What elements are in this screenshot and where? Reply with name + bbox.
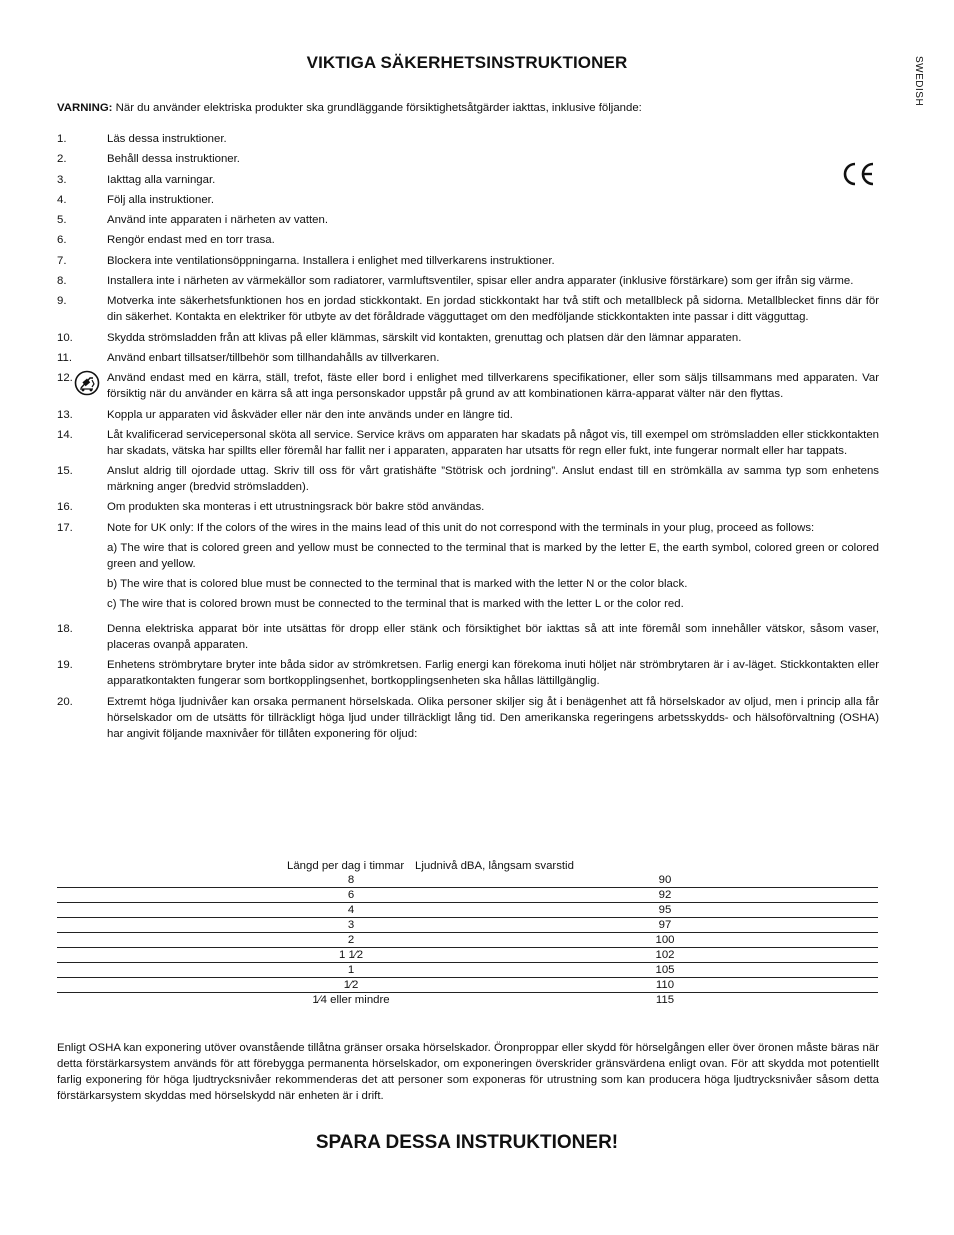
instruction-number: 12. xyxy=(57,372,73,385)
instruction-number: 3. xyxy=(57,173,67,186)
sound-level-cell: 97 xyxy=(658,919,672,931)
instruction-text: Behåll dessa instruktioner. xyxy=(107,153,240,166)
table-row xyxy=(57,903,878,918)
instruction-number: 10. xyxy=(57,331,73,344)
instruction-text: Anslut aldrig till ojordade uttag. Skriv till oss för vårt gratishäfte ”Stötrisk och jordning”. Anslut endast till en strömkälla av samma typ som enhetens märkning anger (bredvid strömsladden). xyxy=(107,465,879,494)
instruction-item xyxy=(57,253,879,269)
instruction-number: 19. xyxy=(57,659,73,672)
warning-label: VARNING: xyxy=(57,102,113,114)
language-label: SWEDISH xyxy=(913,56,924,107)
table-row-cells xyxy=(57,993,878,1008)
instruction-text: Blockera inte ventilationsöppningarna. Installera i enlighet med tillverkarens instruktioner. xyxy=(107,254,555,267)
table-row xyxy=(57,933,878,948)
table-header-row xyxy=(57,858,878,873)
page-title: VIKTIGA SÄKERHETSINSTRUKTIONER xyxy=(306,53,628,72)
osha-note: Enligt OSHA kan exponering utöver ovanstående tillåtna gränser orsaka hörselskador. Öronproppar eller skydd för hörselgången eller över öronen måste bäras när detta förstärkarsystem används för att förebygga permanenta hörselskador, om exponeringen överskrider gränsvärdena enligt ovan. För att skydda mot potentiellt farlig exponering för höga ljudtrycksnivåer rekommenderas det att personer som exponeras för utrustning som kan producera höga ljudtrycksnivåer såsom detta förstärkarsystem skyddas med hörselskydd när enheten är i drift. xyxy=(57,1042,879,1102)
instruction-item xyxy=(57,293,879,325)
sound-level-cell: 95 xyxy=(658,904,672,916)
table-row-cells xyxy=(57,963,878,978)
table-row-cells xyxy=(57,978,878,993)
instruction-number: 18. xyxy=(57,622,73,635)
duration-cell: 3 xyxy=(347,919,355,931)
instruction-text: Använd endast med en kärra, ställ, trefot, fäste eller bord i enlighet med tillverkarens specifikationer, eller som säljs tillsammans med apparaten. Var försiktig när du använder en kärra så att inga personskador uppstår på grund av att kombinationen kärra-apparat välter när den flyttas. xyxy=(107,372,879,401)
sound-level-cell: 92 xyxy=(658,889,672,901)
warning-paragraph xyxy=(57,102,887,114)
noise-exposure-table xyxy=(57,858,878,1007)
table-row xyxy=(57,978,878,993)
instruction-text: Enhetens strömbrytare bryter inte båda sidor av strömkretsen. Farlig energi kan förekoma inuti höljet när strömbrytaren är i av-läget. Stickkontakten eller apparatkontakten fungerar som bortkopplingsenhet, bortkopplingsenheten ska hållas lättillgänglig. xyxy=(107,659,879,688)
sound-level-cell: 100 xyxy=(655,934,675,946)
instruction-text: Använd inte apparaten i närheten av vatten. xyxy=(107,214,329,227)
instruction-item xyxy=(57,463,879,495)
instruction-item xyxy=(57,192,879,208)
instruction-number: 15. xyxy=(57,465,73,478)
sound-level-cell: 102 xyxy=(655,949,675,961)
sound-level-cell: 115 xyxy=(655,994,675,1006)
instruction-item xyxy=(57,350,879,366)
instruction-text: Iakttag alla varningar. xyxy=(107,173,216,186)
instruction-item xyxy=(57,232,879,248)
uk-wiring-rule: b) The wire that is colored blue must be connected to the terminal that is marked with the letter N or the color black. xyxy=(107,578,688,591)
sound-level-cell: 90 xyxy=(658,874,672,886)
safety-instruction-list xyxy=(57,131,879,746)
instruction-number: 9. xyxy=(57,295,67,308)
instruction-body xyxy=(107,520,879,617)
duration-cell: 6 xyxy=(347,889,355,901)
instruction-item xyxy=(57,273,879,289)
instruction-item xyxy=(57,520,879,617)
instruction-number: 14. xyxy=(57,428,73,441)
instruction-item xyxy=(57,370,879,402)
instruction-text: Använd enbart tillsatser/tillbehör som tillhandahålls av tillverkaren. xyxy=(107,351,440,364)
instruction-item xyxy=(57,694,879,742)
duration-cell: 1 1⁄2 xyxy=(338,949,364,961)
instruction-item xyxy=(57,212,879,228)
instruction-number: 13. xyxy=(57,408,73,421)
instruction-item xyxy=(57,330,879,346)
table-row xyxy=(57,948,878,963)
cart-tip-over-warning-icon xyxy=(74,370,100,396)
duration-cell: 1 xyxy=(347,964,355,976)
instruction-text: Läs dessa instruktioner. xyxy=(107,133,227,145)
instruction-text: Note for UK only: If the colors of the wires in the mains lead of this unit do not correspond with the terminals in your plug, proceed as follows: xyxy=(107,521,815,534)
instruction-item xyxy=(57,172,879,188)
instruction-text: Koppla ur apparaten vid åskväder eller när den inte används under en längre tid. xyxy=(107,408,513,421)
instruction-number: 8. xyxy=(57,275,67,288)
instruction-number: 4. xyxy=(57,193,67,206)
uk-wiring-rules xyxy=(107,540,879,613)
instruction-text: Motverka inte säkerhetsfunktionen hos en jordad stickkontakt. En jordad stickkontakt har två stift och metallbleck på sidorna. Metallblecket finns där för din säkerhet. Kontakta en elektriker för utbyte av det föråldrade vägguttaget om den medföljande stickkontakten inte passar i ditt vägguttag. xyxy=(107,295,879,324)
table-row-cells xyxy=(57,948,878,963)
instruction-number: 11. xyxy=(57,351,72,364)
instruction-text: Extremt höga ljudnivåer kan orsaka permanent hörselskada. Olika personer skiljer sig åt i benägenhet att få hörselskador av oljud, men i princip alla får hörselskador om de utsätts för tillräckligt höga ljud under tillräckligt lång tid. Den amerikanska regeringens arbetsskydds- och hälsoförvaltning (OSHA) har angivit följande maxnivåer för tillåten exponering för oljud: xyxy=(107,695,879,740)
duration-cell: 1⁄4 eller mindre xyxy=(312,994,390,1006)
instruction-item xyxy=(57,499,879,515)
instruction-text: Rengör endast med en torr trasa. xyxy=(107,234,275,247)
duration-cell: 2 xyxy=(347,934,355,946)
instruction-item xyxy=(57,151,879,167)
instruction-number: 20. xyxy=(57,695,73,708)
table-row-cells xyxy=(57,888,878,903)
table-row-cells xyxy=(57,933,878,948)
duration-cell: 4 xyxy=(347,904,355,916)
sound-level-cell: 105 xyxy=(655,964,675,976)
instruction-item xyxy=(57,621,879,653)
table-row xyxy=(57,888,878,903)
table-row-cells xyxy=(57,903,878,918)
table-row-cells xyxy=(57,873,878,888)
instruction-number: 17. xyxy=(57,521,73,534)
duration-cell: 8 xyxy=(347,874,355,886)
warning-text: När du använder elektriska produkter ska grundläggande försiktighetsåtgärder iakttas, inklusive följande: xyxy=(115,102,642,114)
instruction-text: Denna elektriska apparat bör inte utsättas för dropp eller stänk och försiktighet bör iakttas så att inte föremål som innehåller vätskor, såsom vaser, placeras ovanpå apparaten. xyxy=(107,622,879,651)
duration-cell: 1⁄2 xyxy=(343,979,359,991)
instruction-item xyxy=(57,427,879,459)
instruction-text: Om produkten ska monteras i ett utrustningsrack bör bakre stöd användas. xyxy=(107,501,485,514)
sound-level-cell: 110 xyxy=(655,979,675,991)
table-row-cells xyxy=(57,918,878,933)
table-row xyxy=(57,993,878,1008)
instruction-item xyxy=(57,131,879,147)
instruction-item xyxy=(57,657,879,689)
instruction-number: 5. xyxy=(57,214,67,227)
instruction-number: 1. xyxy=(57,133,67,145)
instruction-number: 7. xyxy=(57,254,67,267)
instruction-text: Skydda strömsladden från att klivas på eller klämmas, särskilt vid kontakten, grenuttag och platsen där den lämnar apparaten. xyxy=(107,331,742,344)
uk-wiring-rule: a) The wire that is colored green and yellow must be connected to the terminal that is marked by the letter E, the earth symbol, colored green or colored green and yellow. xyxy=(107,541,879,570)
table-row xyxy=(57,918,878,933)
closing-title: SPARA DESSA INSTRUKTIONER! xyxy=(315,1132,619,1153)
uk-wiring-rule: c) The wire that is colored brown must be connected to the terminal that is marked with the letter L or the color red. xyxy=(107,598,684,611)
instruction-number: 6. xyxy=(57,234,67,247)
instruction-text: Låt kvalificerad servicepersonal sköta all service. Service krävs om apparaten har skadats på något vis, till exempel om strömsladden eller stickkontakten har skadats, vätska har spillts eller föremål har fallit ner i apparaten, apparaten har utsatts för regn eller fukt, inte fungerar normalt eller har tappats. xyxy=(107,428,879,457)
table-row xyxy=(57,963,878,978)
header-duration: Längd per dag i timmar xyxy=(287,859,405,872)
instruction-text: Installera inte i närheten av värmekällor som radiatorer, varmluftsventiler, spisar eller andra apparater (inklusive förstärkare) som ger ifrån sig värme. xyxy=(107,275,854,288)
header-sound-level: Ljudnivå dBA, långsam svarstid xyxy=(415,859,574,872)
table-header xyxy=(57,858,878,873)
instruction-text: Följ alla instruktioner. xyxy=(107,193,214,206)
table-row xyxy=(57,873,878,888)
instruction-item xyxy=(57,407,879,423)
instruction-number: 2. xyxy=(57,153,67,166)
instruction-number: 16. xyxy=(57,501,73,514)
